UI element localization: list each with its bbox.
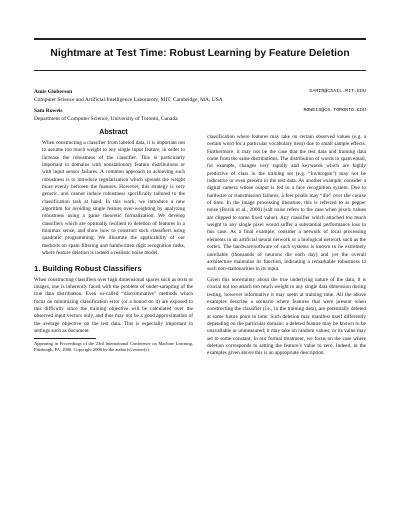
- author-name: Amir Globerson: [34, 89, 73, 95]
- author-block-2: [34, 107, 366, 123]
- footnote-rule: [34, 338, 96, 339]
- author-name: Sam Roweis: [34, 108, 63, 114]
- right-column: [207, 134, 366, 358]
- author-affiliation: Department of Computer Science, University of Toronto, Canada: [34, 116, 178, 122]
- title-top-rule: [34, 38, 366, 40]
- section-heading: 1. Building Robust Classifiers: [34, 263, 142, 273]
- abstract-text: When constructing a classifier from labeled data, it is important not to assume too much weight to any single input feature, in order to increase the robustness of the classifier. This is particularly important in domains with nonstationary feature distributions or with input sensor failures. A common approach to achieving such robustness is to introduce regularization which spreads the weight more evenly between the features. However, this strategy is very generic, and cannot induce robustness specifically tailored to the classification task at hand. In this work, we introduce a new algorithm for avoiding single feature over-weighting by analyzing robustness using a game theoretic formalization. We develop classifiers which are optimally resilient to deletion of features in a minimax sense, and show how to construct such classifiers using quadratic programming. We illustrate the applicability of our methods on spam filtering and handwritten digit recognition tasks, where feature deletion is indeed a realistic noise model.: [42, 140, 185, 257]
- abstract-heading: Abstract: [99, 129, 128, 136]
- author-email: GAMIR@CSAIL.MIT.EDU: [309, 89, 366, 94]
- section-body-text: When constructing classifiers over high dimensional spaces such as texts or images, one is inherently faced with the problem of under-sampling of the true data distribution. Even so-called “discriminative” methods which focus on minimizing classification error (or a bound on it) are exposed to this difficulty since the training objective will be calculated over the observed input vectors only, and thus may not be a good approximation of the average objective on the test data. This is especially important in settings such as document: [34, 276, 193, 334]
- left-column: [34, 129, 193, 353]
- author-email: ROWEIS@CS.TORONTO.EDU: [303, 108, 366, 113]
- author-affiliation: Computer Science and Artificial Intelligence Laboratory, MIT, Cambridge, MA, USA: [34, 97, 223, 103]
- title-bottom-rule: [34, 70, 366, 71]
- author-block-1: [34, 88, 366, 104]
- body-paragraph: Given this uncertainty about the true underlying nature of the data, it is crucial not too attach too much weight to any single data dimension during testing, however informative it may seem at training time. All the above examples describe a scenario where features that were present when constructing the classifier (i.e., in the training data), are potentially deleted at some future point in time. Such deletion may manifest itself differently depending on the particular domain: a deleted feature may be known to be unavailable or unmeasured; it may take on random values; or its value may set to some constant. In our formal treatment, we focus on the case where deletion corresponds to setting the feature’s value to zero. Indeed, in the examples given above this is an appropriate description.: [207, 277, 366, 357]
- paper-title: Nightmare at Test Time: Robust Learning by Feature Deletion: [50, 48, 350, 59]
- body-paragraph: classification where features may take on certain observed values (e.g. a certain word for a particular vocabulary item) due to small sample effects. Furthermore, it may not be the case that the test data and training data come from the same distributions. The distribution of words in spam email, for example, changes very rapidly and keywords which are highly predictive of class in the training set (e.g. “Invitrogen”) may not be indicative or even present in the test data. As another example, consider a digital camera whose output is fed to a face recognition system. Due to hardware or transmission failures, a few pixels may “die” over the course of time. In the image processing literature, this is referred to as pepper noise (Bovik et al., 2000) (salt noise refers to the case when pixels values are clipped to some fixed value). Any classifier which attached too much weight to any single pixel would suffer a substantial performance loss in this case. As a final example, consider a network of local processing elements in an artificial neural network or a biological network such as the cortex. The hardware/software of such systems is known to be extremely unreliable (thousands of neurons die each day) and yet the overall architecture maintains its function, indicating a remarkable robustness to such non-stationarities in its input.: [207, 134, 366, 273]
- footnote-text: Appearing in Proceedings of the 23rd International Conference on Machine Learning, Pittsburgh, PA, 2006. Copyright 2006 by the author(s)/owner(s).: [34, 340, 193, 352]
